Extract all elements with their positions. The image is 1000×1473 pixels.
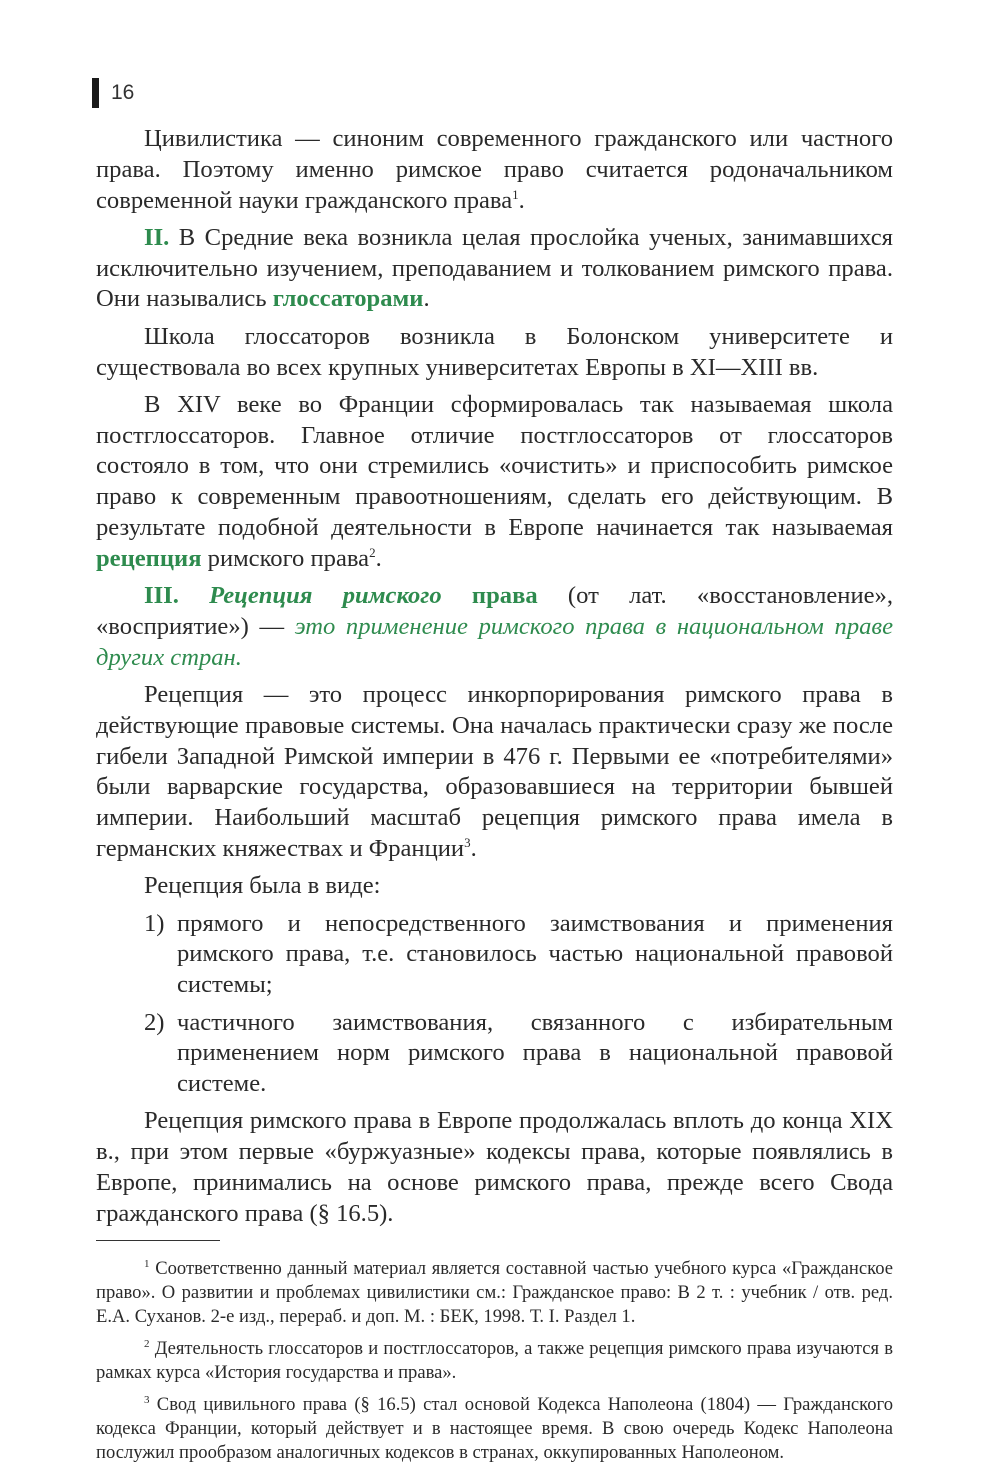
paragraph-text: римского права	[201, 544, 370, 572]
paragraph-tail: .	[470, 835, 477, 863]
footnote-number: 2	[144, 1337, 150, 1350]
list-number: 1)	[144, 909, 165, 937]
section-marker: II.	[144, 223, 170, 251]
header-bar	[92, 78, 99, 108]
paragraph-text: Рецепция была в виде:	[144, 872, 381, 900]
paragraph-text: Рецепция римского права в Европе продолжалась вплоть до конца XIX в., при этом первые «буржуазные» кодексы права, которые появлялись в Европе, принимались на основе римского права, прежде всего Свода гражданского права (§ 16.5).	[96, 1107, 893, 1227]
footnote-3	[96, 1393, 893, 1465]
page-content	[96, 124, 893, 1473]
footnote-ref[interactable]: 2	[369, 544, 376, 560]
list-item	[96, 1008, 893, 1100]
paragraph-text: Рецепция — это процесс инкорпорирования римского права в действующие правовые системы. Она началась практически сразу же после гибели Западной Римской империи в 476 г. Первыми ее «потребителями» были варварские государства, образовавшиеся на территории бывшей империи. Наибольший масштаб рецепция римского права имела в германских княжествах и Франции	[96, 681, 893, 863]
definition: это применение римского права в национальном праве других стран.	[96, 612, 894, 671]
paragraph-tail: .	[518, 186, 525, 214]
footnote-number: 3	[144, 1393, 150, 1406]
paragraph-3	[96, 322, 893, 384]
list-text: частичного заимствования, связанного с избирательным применением норм римского права в национальной правовой системе.	[177, 1008, 893, 1098]
paragraph-text: В XIV веке во Франции сформировалась так называемая школа постглоссаторов. Главное отличие постглоссаторов от глоссаторов состояло в том, что они стремились «очистить» и приспособить римское право к современным правоотношениям, сделать его действующим. В результате подобной деятельности в Европе начинается так называемая	[96, 390, 893, 542]
list-text: прямого и непосредственного заимствования и применения римского права, т.е. становилось частью национальной правовой системы;	[177, 909, 893, 999]
paragraph-text: Школа глоссаторов возникла в Болонском университете и существовала во всех крупных университетах Европы в XI—XIII вв.	[96, 322, 893, 381]
footnote-text: Свод цивильного права (§ 16.5) стал основой Кодекса Наполеона (1804) — Гражданского кодекса Франции, который действует и в настоящее время. В свою очередь Кодекс Наполеона послужил прообразом аналогичных кодексов в странах, оккупированных Наполеоном.	[96, 1394, 893, 1464]
footnote-number: 1	[144, 1257, 150, 1270]
list-item	[96, 909, 893, 1001]
key-term: глоссаторами	[272, 285, 424, 313]
page-number: 16	[111, 81, 135, 104]
paragraph-text: В Средние века возникла целая прослойка ученых, занимавшихся исключительно изучением, преподаванием и толкованием римского права. Они назывались	[96, 223, 893, 313]
paragraph-2	[96, 223, 893, 315]
footnote-1	[96, 1257, 893, 1329]
paragraph-6	[96, 680, 893, 865]
key-term: права	[441, 582, 538, 610]
key-term: Рецепция римского	[178, 582, 442, 610]
paragraph-tail: .	[423, 285, 430, 313]
footnote-ref[interactable]: 3	[464, 834, 471, 850]
reception-list	[96, 909, 893, 1100]
paragraph-8	[96, 1106, 893, 1229]
paragraph-1	[96, 124, 893, 216]
paragraph-text: Цивилистика — синоним современного гражданского или частного права. Поэтому именно римское право считается родоначальником современной науки гражданского права	[96, 125, 893, 214]
page-header	[92, 78, 134, 108]
paragraph-tail: .	[375, 544, 382, 572]
paragraph-5	[96, 581, 893, 673]
section-marker: III.	[144, 582, 179, 610]
footnote-2	[96, 1337, 893, 1385]
footnote-text: Деятельность глоссаторов и постглоссаторов, а также рецепция римского права изучаются в рамках курса «История государства и права».	[96, 1338, 893, 1384]
footnote-ref[interactable]: 1	[512, 186, 519, 202]
paragraph-text: (от лат. «восстановление», «восприятие») —	[96, 582, 893, 640]
paragraph-4	[96, 390, 893, 575]
footnote-divider	[96, 1240, 220, 1242]
key-term: рецепция	[96, 544, 202, 572]
paragraph-7	[96, 871, 893, 902]
footnote-text: Соответственно данный материал является составной частью учебного курса «Гражданское право». О развитии и проблемах цивилистики см.: Гражданское право: В 2 т. : учебник / отв. ред. Е.А. Суханов. 2-е изд., перераб. и доп. М. : БЕК, 1998. Т. I. Раздел 1.	[96, 1258, 893, 1328]
list-number: 2)	[144, 1008, 165, 1036]
